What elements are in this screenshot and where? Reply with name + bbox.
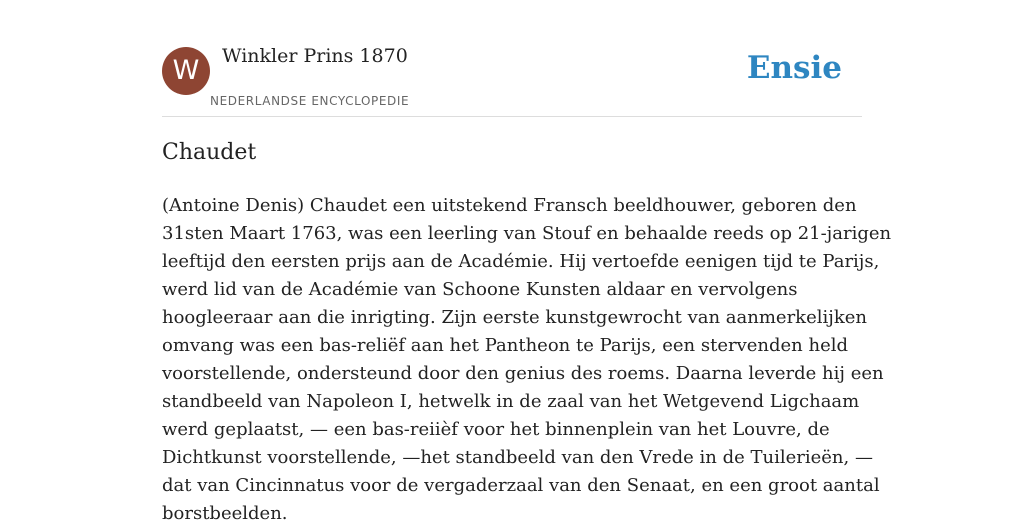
- article-text-line: leeftijd den eersten prijs aan de Académie. Hij vertoefde eenigen tijd te Parijs,: [162, 251, 880, 272]
- article-body: [162, 192, 892, 528]
- article-text-line: standbeeld van Napoleon I, hetwelk in de zaal van het Wetgevend Ligchaam: [162, 391, 860, 412]
- source-subtitle: NEDERLANDSE ENCYCLOPEDIE: [210, 94, 410, 108]
- article-text-line: 31sten Maart 1763, was een leerling van Stouf en behaalde reeds op 21-jarigen: [162, 223, 892, 244]
- source-avatar[interactable]: W: [162, 47, 210, 95]
- article-text-line: omvang was een bas-reliëf aan het Pantheon te Parijs, een stervenden held: [162, 335, 849, 356]
- article-text-line: (Antoine Denis) Chaudet een uitstekend Fransch beeldhouwer, geboren den: [162, 195, 857, 216]
- article-text-line: dat van Cincinnatus voor de vergaderzaal van den Senaat, en een groot aantal: [162, 475, 880, 496]
- source-title[interactable]: Winkler Prins 1870: [222, 45, 408, 67]
- article-text-line: borstbeelden.: [162, 503, 288, 524]
- article-text-line: voorstellende, ondersteund door den genius des roems. Daarna leverde hij een: [162, 363, 884, 384]
- article-text-line: werd geplaatst, — een bas-reiièf voor het binnenplein van het Louvre, de: [162, 419, 830, 440]
- header: [162, 0, 862, 117]
- article-text-line: hoogleeraar aan die inrigting. Zijn eerste kunstgewrocht van aanmerkelijken: [162, 307, 867, 328]
- article-title: Chaudet: [162, 140, 257, 165]
- page-container: [162, 0, 892, 524]
- ensie-logo-link[interactable]: Ensie: [746, 50, 842, 86]
- article-text-line: werd lid van de Académie van Schoone Kunsten aldaar en vervolgens: [162, 279, 798, 300]
- article-text-line: Dichtkunst voorstellende, —het standbeeld van den Vrede in de Tuilerieën, —: [162, 447, 873, 468]
